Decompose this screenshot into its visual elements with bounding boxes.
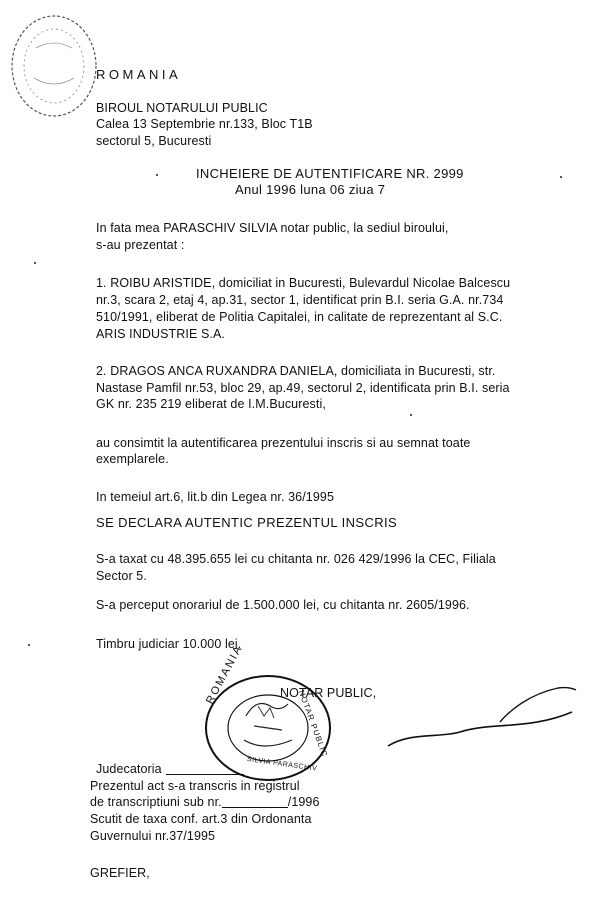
office-name: BIROUL NOTARULUI PUBLIC	[96, 101, 268, 115]
court-line4: Scutit de taxa conf. art.3 din Ordonanta	[90, 812, 312, 826]
notary-seal-country: ROMANIA	[203, 642, 246, 707]
court-name-label: Judecatoria	[96, 762, 162, 776]
tax-line2: Sector 5.	[96, 569, 147, 583]
stamp-duty: Timbru judiciar 10.000 lei.	[96, 637, 242, 651]
court-name-blank	[166, 774, 244, 775]
party1-line4: ARIS INDUSTRIE S.A.	[96, 327, 226, 341]
party2-line2: Nastase Pamfil nr.53, bloc 29, ap.49, sectorul 2, identificata prin B.I. seria	[96, 381, 510, 395]
authenticity-declaration: SE DECLARA AUTENTIC PREZENTUL INSCRIS	[96, 515, 398, 530]
party1-line3: 510/1991, eliberat de Politia Capitalei, in calitate de reprezentant al S.C.	[96, 310, 503, 324]
court-line1	[96, 762, 244, 777]
party1-line1: 1. ROIBU ARISTIDE, domiciliat in Bucuresti, Bulevardul Nicolae Balcescu	[96, 276, 511, 290]
party2-line3: GK nr. 235 219 eliberat de I.M.Bucuresti,	[96, 397, 326, 411]
court-line3	[90, 795, 320, 810]
top-left-seal	[6, 8, 106, 128]
intro-line1: In fata mea PARASCHIV SILVIA notar public, la sediul biroului,	[96, 221, 449, 235]
notary-seal-side-text: NOTAR PUBLIC	[296, 689, 330, 759]
office-address-line1: Calea 13 Septembrie nr.133, Bloc T1B	[96, 117, 313, 131]
scan-speck	[34, 262, 36, 264]
legal-basis: In temeiul art.6, lit.b din Legea nr. 36/1995	[96, 490, 334, 504]
court-line2: Prezentul act s-a transcris in registrul	[90, 779, 300, 793]
notary-label: NOTAR PUBLIC,	[280, 686, 377, 700]
transcription-number-blank	[222, 807, 288, 808]
document-title: INCHEIERE DE AUTENTIFICARE NR. 2999	[196, 166, 464, 181]
party1-line2: nr.3, scara 2, etaj 4, ap.31, sector 1, identificat prin B.I. seria G.A. nr.734	[96, 293, 504, 307]
consent-line2: exemplarele.	[96, 452, 169, 466]
document-date: Anul 1996 luna 06 ziua 7	[235, 182, 386, 197]
clerk-label: GREFIER,	[90, 866, 150, 880]
scan-speck	[560, 176, 562, 178]
scan-speck	[156, 174, 158, 176]
scan-speck	[28, 644, 30, 646]
intro-line2: s-au prezentat :	[96, 238, 185, 252]
tax-line1: S-a taxat cu 48.395.655 lei cu chitanta nr. 026 429/1996 la CEC, Filiala	[96, 552, 496, 566]
consent-line1: au consimtit la autentificarea prezentului inscris si au semnat toate	[96, 436, 471, 450]
notary-seal-bottom-text: SILVIA PARASCHIV	[246, 755, 318, 773]
transcription-year: /1996	[287, 795, 320, 809]
court-line5: Guvernului nr.37/1995	[90, 829, 216, 843]
party2-line1: 2. DRAGOS ANCA RUXANDRA DANIELA, domiciliata in Bucuresti, str.	[96, 364, 496, 378]
scan-speck	[410, 414, 412, 416]
country-name: ROMANIA	[96, 67, 182, 82]
transcription-label: de transcriptiuni sub nr.	[90, 795, 222, 809]
fee-line: S-a perceput onorariul de 1.500.000 lei, cu chitanta nr. 2605/1996.	[96, 598, 470, 612]
notary-signature	[380, 672, 580, 762]
office-address-line2: sectorul 5, Bucuresti	[96, 134, 212, 148]
